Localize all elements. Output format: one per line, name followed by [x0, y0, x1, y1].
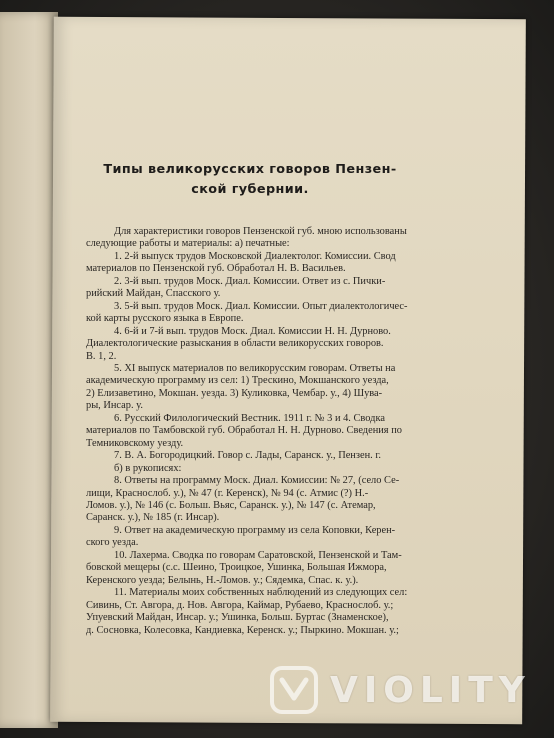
body-line: материалов по Тамбовской губ. Обработал Н. Н. Дурново. Сведения по	[86, 425, 402, 437]
left-page-edge	[0, 12, 58, 728]
body-line: следующие работы и материалы: а) печатные:	[86, 238, 290, 250]
body-line: Упуевский Майдан, Инсар. у.; Ушинка, Больш. Буртас (Знаменское),	[86, 612, 389, 624]
body-line: 10. Лахерма. Сводка по говорам Саратовской, Пензенской и Там-	[114, 549, 402, 561]
body-line: д. Сосновка, Колесовка, Кандиевка, Керенск. у.; Пыркино. Мокшан. у.;	[86, 624, 399, 636]
body-line: Для характеристики говоров Пензенской губ. мною использованы	[114, 226, 407, 237]
body-line: Сивинь, Ст. Авгора, д. Нов. Авгора, Каймар, Рубаево, Краснослоб. у.;	[86, 599, 394, 611]
body-line: 1. 2-й выпуск трудов Московской Диалектолог. Комиссии. Свод	[114, 250, 396, 262]
body-line: 8. Ответы на программу Моск. Диал. Комиссии: № 27, (село Се-	[114, 475, 400, 487]
body-line: 11. Материалы моих собственных наблюдений из следующих сел:	[114, 587, 408, 599]
body-line: 2) Елизаветино, Мокшан. уезда. 3) Куликовка, Чембар. у., 4) Шува-	[86, 387, 383, 399]
title-line-1: Типы великорусских говоров Пензен-	[103, 162, 397, 177]
body-line: академическую программу из сел: 1) Трескино, Мокшанского уезда,	[86, 375, 389, 387]
body-line: Темниковскому уезду.	[86, 437, 184, 449]
body-line: бовской мещеры (с.с. Шеино, Троицкое, Ушинка, Большая Ижмора,	[86, 562, 387, 574]
watermark	[268, 660, 538, 720]
body-line: ры, Инсар. у.	[86, 400, 143, 412]
body-line: 2. 3-й вып. трудов Моск. Диал. Комиссии. Ответ из с. Пички-	[114, 275, 386, 287]
body-line: рийский Майдан, Спасского у.	[86, 288, 221, 300]
body-line: Ломов. у.), № 146 (с. Больш. Вьяс, Саранск. у.), № 147 (с. Атемар,	[86, 499, 376, 511]
body-line: кой карты русского языка в Европе.	[86, 313, 244, 325]
body-line: 6. Русский Филологический Вестник. 1911 г. № 3 и 4. Сводка	[114, 412, 385, 424]
violity-logo-icon	[268, 664, 320, 716]
watermark-text: VIOLITY	[330, 669, 531, 711]
body-line: В. 1, 2.	[86, 350, 117, 362]
body-line: материалов по Пензенской губ. Обработал Н. В. Васильев.	[86, 263, 346, 275]
document-title	[90, 160, 410, 200]
body-line: ского уезда.	[86, 537, 139, 549]
body-line: 4. 6-й и 7-й вып. трудов Моск. Диал. Комиссии Н. Н. Дурново.	[114, 325, 391, 337]
body-line: лищи, Краснослоб. у.), № 47 (г. Керенск), № 94 (с. Атмис (?) Н.-	[86, 487, 369, 499]
document-body	[86, 226, 462, 637]
title-line-2: ской губернии.	[191, 182, 309, 197]
body-line: б) в рукописях:	[114, 462, 182, 474]
body-line: 9. Ответ на академическую программу из села Коповки, Керен-	[114, 524, 396, 536]
body-line: Саранск. у.), № 185 (г. Инсар).	[86, 512, 220, 524]
body-line: Керенского уезда; Белынь, Н.-Ломов. у.; Сядемка, Спас. к. у.).	[86, 574, 359, 586]
body-line: 5. XI выпуск материалов по великорусским говорам. Ответы на	[114, 362, 396, 374]
body-line: 3. 5-й вып. трудов Моск. Диал. Комиссии. Опыт диалектологичес-	[114, 300, 408, 312]
body-line: Диалектологические разыскания в области великорусских говоров.	[86, 338, 384, 350]
body-line: 7. В. А. Богородицкий. Говор с. Лады, Саранск. у., Пензен. г.	[114, 450, 382, 462]
